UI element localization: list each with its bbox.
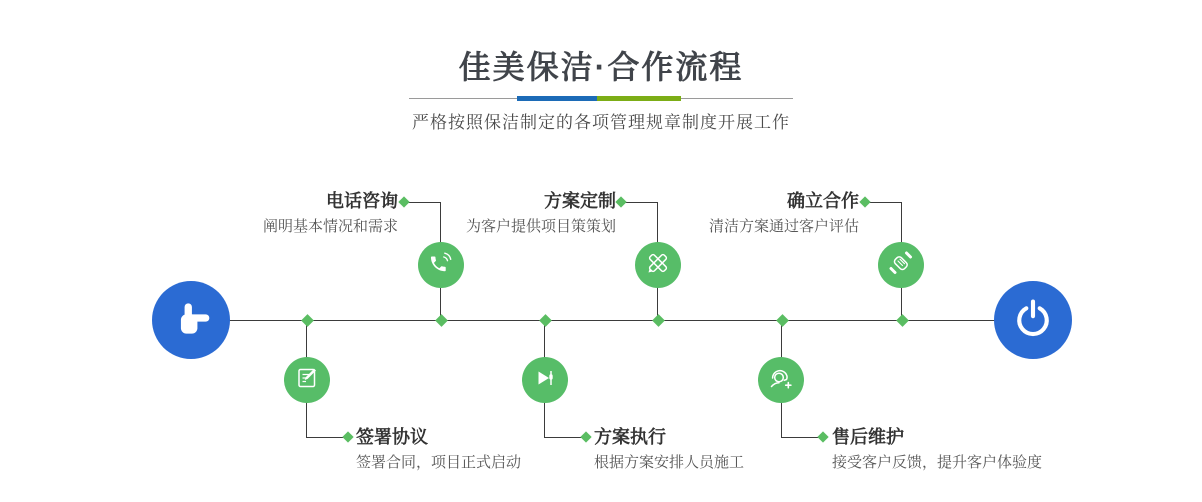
timeline-main-line <box>200 320 1010 321</box>
crossed-pens-icon <box>645 250 671 281</box>
step-desc: 根据方案安排人员施工 <box>594 454 745 471</box>
timeline-diamond <box>539 314 552 327</box>
step-desc: 为客户提供项目策策划 <box>465 218 616 235</box>
connector-line <box>623 202 658 203</box>
connector-line <box>306 437 346 438</box>
step-icon-circle <box>635 242 681 288</box>
timeline-diamond <box>776 314 789 327</box>
label-diamond <box>342 431 353 442</box>
step-icon-circle <box>284 357 330 403</box>
step-label-after-sales <box>832 425 1042 473</box>
step-icon-circle <box>418 242 464 288</box>
step-title: 售后维护 <box>832 427 904 447</box>
step-title: 确立合作 <box>787 191 859 211</box>
title-divider <box>409 96 793 101</box>
step-desc: 阐明基本情况和需求 <box>262 218 398 235</box>
label-diamond <box>580 431 591 442</box>
label-diamond <box>615 196 626 207</box>
step-title: 方案执行 <box>594 427 666 447</box>
step-label-plan-customize <box>466 189 616 237</box>
timeline-diamond <box>896 314 909 327</box>
start-node <box>152 281 230 359</box>
label-diamond <box>817 431 828 442</box>
page-title: 佳美保洁·合作流程 <box>458 49 744 85</box>
step-icon-circle <box>522 357 568 403</box>
step-desc: 清洁方案通过客户评估 <box>708 218 859 235</box>
headset-support-icon <box>768 365 794 396</box>
step-label-establish-cooperation <box>709 189 859 237</box>
connector-line <box>781 437 821 438</box>
phone-call-icon <box>428 250 454 281</box>
handshake-icon <box>888 250 914 281</box>
timeline-diamond <box>435 314 448 327</box>
document-sign-icon <box>294 365 320 396</box>
step-icon-circle <box>878 242 924 288</box>
step-desc: 签署合同，项目正式启动 <box>356 454 522 471</box>
hand-pointer-icon <box>169 296 213 345</box>
step-label-plan-execute <box>594 425 744 473</box>
divider-green-segment <box>597 96 681 101</box>
timeline-diamond <box>301 314 314 327</box>
label-diamond <box>398 196 409 207</box>
connector-line <box>544 437 584 438</box>
label-diamond <box>859 196 870 207</box>
step-title: 电话咨询 <box>326 191 398 211</box>
timeline-diamond <box>652 314 665 327</box>
divider-blue-segment <box>517 96 597 101</box>
connector-line <box>867 202 902 203</box>
step-title: 签署协议 <box>356 427 428 447</box>
step-desc: 接受客户反馈，提升客户体验度 <box>832 454 1043 471</box>
play-slider-icon <box>532 365 558 396</box>
step-label-sign-agreement <box>356 425 521 473</box>
connector-line <box>406 202 441 203</box>
power-icon <box>1011 296 1055 345</box>
step-label-phone-consult <box>263 189 398 237</box>
step-icon-circle <box>758 357 804 403</box>
end-node <box>994 281 1072 359</box>
step-title: 方案定制 <box>544 191 616 211</box>
page-subtitle: 严格按照保洁制定的各项管理规章制度开展工作 <box>412 113 790 132</box>
